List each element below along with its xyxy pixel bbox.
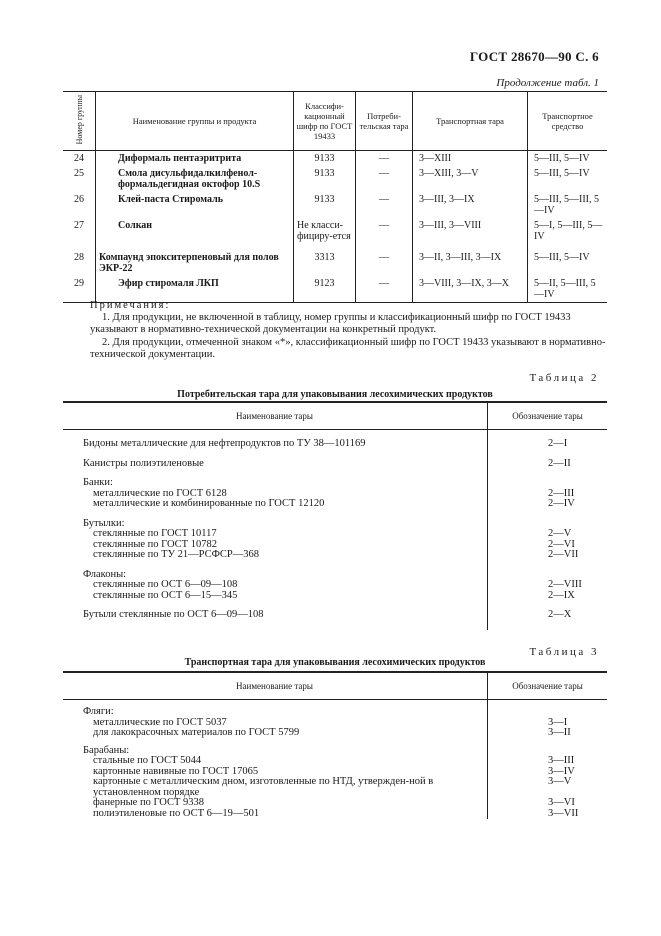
- table-header-row: [63, 92, 607, 151]
- table-2-caption: Потребительская тара для упаковывания лесохимических продуктов: [177, 389, 493, 400]
- col-transport-means: Транспортное средство: [528, 92, 608, 151]
- table-row: 26 Клей-паста Стиромаль 9133 — 3—III, 3—IX 5—III, 5—III, 5—IV: [63, 192, 607, 218]
- table-header-row: [63, 402, 607, 430]
- table-row: металлические по ГОСТ 6128 2—III: [63, 489, 607, 500]
- table-row: стеклянные по ГОСТ 10117 2—V: [63, 529, 607, 540]
- table-row: 29 Эфир стиромаля ЛКП 9123 — 3—VIII, 3—IX, 3—X 5—II, 5—III, 5—IV: [63, 276, 607, 303]
- table-2-label: Таблица 2: [529, 372, 599, 384]
- table-row: 24 Диформаль пентаэритрита 9133 — 3—XIII 5—III, 5—IV: [63, 151, 607, 167]
- table-row: 27 Солкан Не класси-фициру-ется — 3—III, 3—VIII 5—I, 5—III, 5—IV: [63, 218, 607, 244]
- table-row: Канистры полиэтиленовые 2—II: [63, 459, 607, 470]
- transport-packaging-table: [63, 671, 607, 819]
- table-3-label: Таблица 3: [529, 646, 599, 658]
- consumer-packaging-table: [63, 401, 607, 630]
- table-row: стеклянные по ОСТ 6—09—108 2—VIII: [63, 580, 607, 591]
- table-row: стальные по ГОСТ 5044 3—III: [63, 756, 607, 767]
- table-row: Фляги:: [63, 707, 607, 718]
- col-packaging-name: Наименование тары: [63, 402, 488, 430]
- product-groups-table: [63, 91, 607, 303]
- table-row: картонные навивные по ГОСТ 17065 3—IV: [63, 767, 607, 778]
- table-row: металлические и комбинированные по ГОСТ 12120 2—IV: [63, 499, 607, 510]
- table-3-caption: Транспортная тара для упаковывания лесохимических продуктов: [184, 657, 486, 668]
- table-row: стеклянные по ОСТ 6—15—345 2—IX: [63, 591, 607, 602]
- table-continuation-label: Продолжение табл. 1: [496, 77, 599, 89]
- table-row: полиэтиленовые по ОСТ 6—19—501 3—VII: [63, 809, 607, 820]
- notes-title: Примечания:: [90, 300, 171, 311]
- note-2: 2. Для продукции, отмеченной знаком «*», классификационный шифр по ГОСТ 19433 указывают в нормативно-технической документации.: [90, 337, 606, 360]
- table-row: Бутылки:: [63, 519, 607, 530]
- table-row: стеклянные по ТУ 21—РСФСР—368 2—VII: [63, 550, 607, 561]
- table-row: Флаконы:: [63, 570, 607, 581]
- table-row: 28 Компаунд эпокситерпеновый для полов ЭКР-22 3313 — 3—II, 3—III, 3—IX 5—III, 5—IV: [63, 244, 607, 276]
- table-row: фанерные по ГОСТ 9338 3—VI: [63, 798, 607, 809]
- table-row: Банки:: [63, 478, 607, 489]
- col-packaging-code: Обозначение тары: [488, 402, 608, 430]
- table-row: для лакокрасочных материалов по ГОСТ 5799 3—II: [63, 728, 607, 739]
- table-row: стеклянные по ГОСТ 10782 2—VI: [63, 540, 607, 551]
- table-row: Бутыли стеклянные по ОСТ 6—09—108 2—X: [63, 610, 607, 621]
- col-packaging-code: Обозначение тары: [488, 672, 608, 700]
- table-row: Бидоны металлические для нефтепродуктов по ТУ 38—101169 2—I: [63, 439, 607, 450]
- col-transport-packaging: Транспортная тара: [413, 92, 528, 151]
- table-header-row: [63, 672, 607, 700]
- table-row: картонные с металлическим дном, изготовленные по НТД, утвержден-ной в установленном порядке 3—V: [63, 777, 607, 798]
- table-row: 25 Смола дисульфидалкилфенол-формальдегидная октофор 10.S 9133 — 3—XIII, 3—V 5—III, 5—IV: [63, 166, 607, 192]
- table-row: металлические по ГОСТ 5037 3—I: [63, 718, 607, 729]
- col-group-name: Наименование группы и продукта: [96, 92, 294, 151]
- col-classification-code: Классифи-кационный шифр по ГОСТ 19433: [294, 92, 356, 151]
- table-row: Барабаны:: [63, 746, 607, 757]
- col-group-number: Номер группы: [63, 92, 96, 151]
- col-packaging-name: Наименование тары: [63, 672, 488, 700]
- notes-block: [90, 300, 607, 361]
- page-header: ГОСТ 28670—90 С. 6: [469, 49, 599, 64]
- note-1: 1. Для продукции, не включенной в таблицу, номер группы и классификационный шифр по ГОСТ 19433 указывают в нормативно-технической документации на конкретный продукт.: [90, 312, 571, 335]
- col-consumer-packaging: Потреби-тельская тара: [356, 92, 413, 151]
